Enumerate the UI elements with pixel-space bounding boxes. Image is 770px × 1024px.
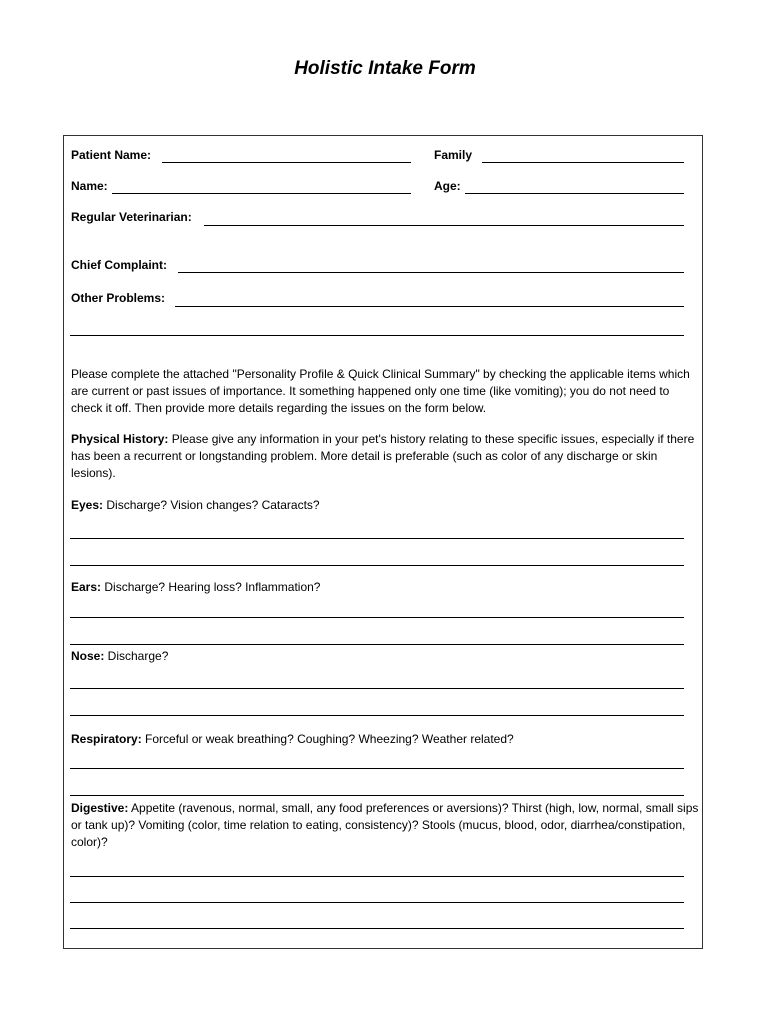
- nose-answer-line-2[interactable]: [70, 715, 684, 716]
- chief-complaint-label: Chief Complaint:: [71, 258, 167, 272]
- nose-question: [71, 648, 701, 665]
- respiratory-answer-line-2[interactable]: [70, 795, 684, 796]
- physical-history-label: Physical History:: [71, 432, 169, 446]
- respiratory-desc: Forceful or weak breathing? Coughing? Wheezing? Weather related?: [141, 732, 514, 746]
- respiratory-question: [71, 731, 701, 748]
- digestive-answer-line-3[interactable]: [70, 928, 684, 929]
- respiratory-label: Respiratory:: [71, 732, 142, 746]
- eyes-question: [71, 497, 701, 514]
- respiratory-answer-line-1[interactable]: [70, 768, 684, 769]
- other-problems-input-line-2[interactable]: [70, 335, 684, 336]
- ears-question: [71, 579, 701, 596]
- other-problems-label: Other Problems:: [71, 291, 166, 305]
- patient-name-input-line[interactable]: [162, 162, 411, 163]
- digestive-answer-line-2[interactable]: [70, 902, 684, 903]
- instructions-text: Please complete the attached "Personality Profile & Quick Clinical Summary" by checking the applicable items which are current or past issues of importance. It something happened only one time (like vomiting); you do not need to check it off. Then provide more details regarding the issues on the form below.: [71, 367, 690, 415]
- physical-history-text: [71, 431, 701, 482]
- family-input-line[interactable]: [482, 162, 684, 163]
- chief-complaint-input-line[interactable]: [178, 272, 684, 273]
- ears-answer-line-1[interactable]: [70, 617, 684, 618]
- form-title: Holistic Intake Form: [294, 58, 476, 79]
- nose-desc: Discharge?: [104, 649, 169, 663]
- ears-desc: Discharge? Hearing loss? Inflammation?: [101, 580, 321, 594]
- regular-vet-label: Regular Veterinarian:: [71, 210, 192, 224]
- eyes-desc: Discharge? Vision changes? Cataracts?: [103, 498, 320, 512]
- digestive-question: [71, 800, 701, 851]
- physical-history-desc: Please give any information in your pet's history relating to these specific issues, especially if there has been a recurrent or longstanding problem. More detail is preferable (such as color of any discharge or skin lesions).: [71, 432, 695, 480]
- eyes-answer-line-1[interactable]: [70, 538, 684, 539]
- regular-vet-input-line[interactable]: [204, 225, 684, 226]
- nose-answer-line-1[interactable]: [70, 688, 684, 689]
- name-input-line[interactable]: [112, 193, 411, 194]
- nose-label: Nose:: [71, 649, 105, 663]
- ears-answer-line-2[interactable]: [70, 644, 684, 645]
- patient-name-label: Patient Name:: [71, 148, 152, 162]
- ears-label: Ears:: [71, 580, 102, 594]
- age-input-line[interactable]: [465, 193, 684, 194]
- family-label: Family: [434, 148, 473, 162]
- eyes-answer-line-2[interactable]: [70, 565, 684, 566]
- age-label: Age:: [434, 179, 461, 193]
- eyes-label: Eyes:: [71, 498, 104, 512]
- digestive-label: Digestive:: [71, 801, 129, 815]
- name-label: Name:: [71, 179, 108, 193]
- other-problems-input-line[interactable]: [175, 306, 684, 307]
- digestive-desc: Appetite (ravenous, normal, small, any food preferences or aversions)? Thirst (high, low, normal, small sips or tank up)? Vomiting (color, time relation to eating, consistency)? Stools (mucus, blood, odor, diarrhea/constipation, color)?: [71, 801, 699, 849]
- digestive-answer-line-1[interactable]: [70, 876, 684, 877]
